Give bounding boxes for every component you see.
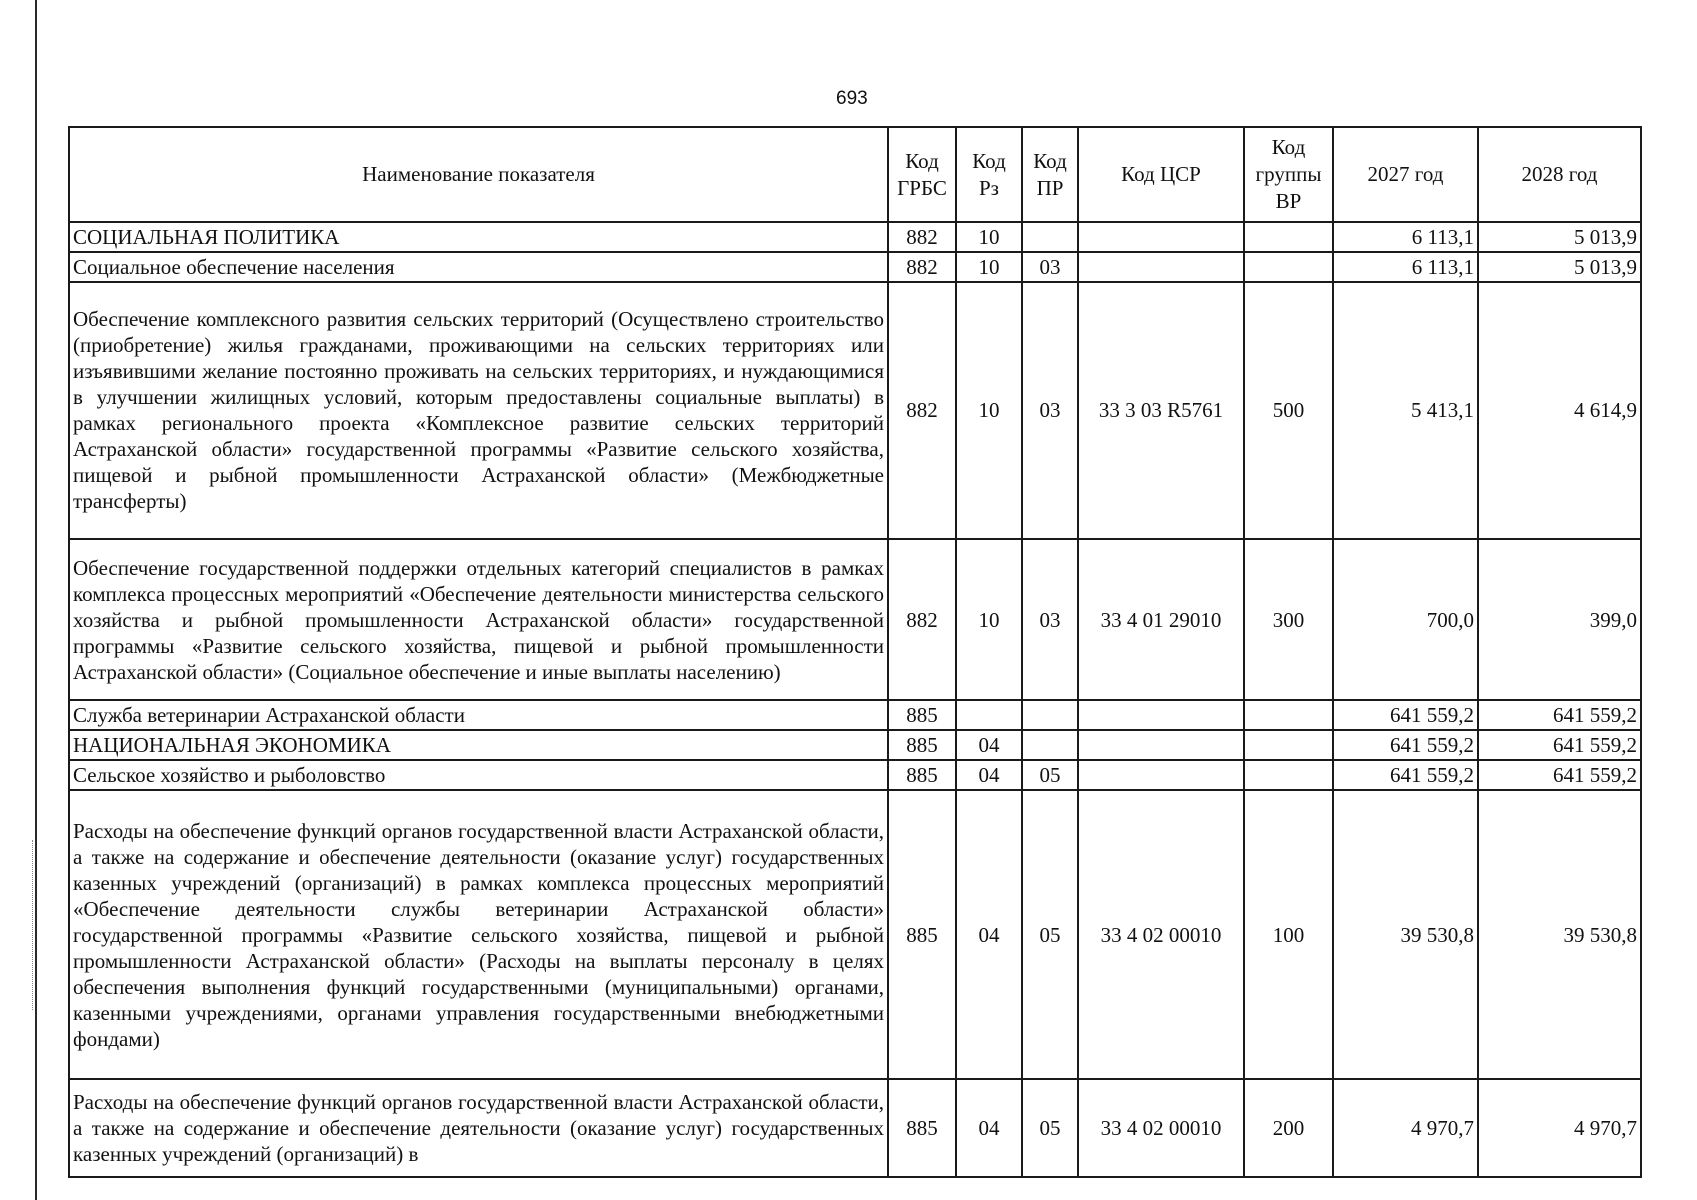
row-rz: 10 (956, 252, 1022, 282)
row-grbs: 882 (888, 539, 956, 700)
row-vr: 300 (1244, 539, 1333, 700)
row-name: Обеспечение комплексного развития сельских территорий (Осуществлено строительство (приобретение) жилья гражданами, проживающими на сельских территориях или изъявившими желание постоянно проживать на сельских территориях, и нуждающимися в улучшении жилищных условий, которым предоставлены социальные выплаты) в рамках регионального проекта «Комплексное развитие сельских территорий Астраханской области» государственной программы «Развитие сельского хозяйства, пищевой и рыбной промышленности Астраханской области» (Межбюджетные трансферты) (69, 282, 888, 539)
row-vr (1244, 222, 1333, 252)
header-name: Наименование показателя (69, 127, 888, 222)
row-name: НАЦИОНАЛЬНАЯ ЭКОНОМИКА (69, 730, 888, 760)
row-vr: 100 (1244, 790, 1333, 1079)
row-rz: 04 (956, 1079, 1022, 1177)
row-name: Обеспечение государственной поддержки отдельных категорий специалистов в рамках комплекса процессных мероприятий «Обеспечение деятельности министерства сельского хозяйства и рыбной промышленности Астраханской области» государственной программы «Развитие сельского хозяйства, пищевой и рыбной промышленности Астраханской области» (Социальное обеспечение и иные выплаты населению) (69, 539, 888, 700)
table-row (69, 760, 1641, 790)
row-vr (1244, 252, 1333, 282)
row-rz: 10 (956, 539, 1022, 700)
header-csr: Код ЦСР (1078, 127, 1244, 222)
row-csr: 33 4 01 29010 (1078, 539, 1244, 700)
row-rz: 04 (956, 730, 1022, 760)
header-pr: Код ПР (1022, 127, 1078, 222)
budget-table (68, 126, 1642, 1178)
row-grbs: 882 (888, 282, 956, 539)
row-name: Расходы на обеспечение функций органов государственной власти Астраханской области, а также на содержание и обеспечение деятельности (оказание услуг) государственных казенных учреждений (организаций) в (69, 1079, 888, 1177)
row-rz: 10 (956, 222, 1022, 252)
row-csr: 33 3 03 R5761 (1078, 282, 1244, 539)
row-csr: 33 4 02 00010 (1078, 790, 1244, 1079)
row-2027: 39 530,8 (1333, 790, 1478, 1079)
page-number: 693 (836, 88, 868, 109)
row-csr: 33 4 02 00010 (1078, 1079, 1244, 1177)
row-2027: 700,0 (1333, 539, 1478, 700)
table-row (69, 539, 1641, 700)
row-grbs: 885 (888, 790, 956, 1079)
row-rz (956, 700, 1022, 730)
row-rz: 04 (956, 790, 1022, 1079)
table-row (69, 222, 1641, 252)
row-grbs: 885 (888, 760, 956, 790)
row-vr: 200 (1244, 1079, 1333, 1177)
row-name: Служба ветеринарии Астраханской области (69, 700, 888, 730)
row-vr: 500 (1244, 282, 1333, 539)
row-2028: 4 614,9 (1478, 282, 1641, 539)
row-2028: 5 013,9 (1478, 222, 1641, 252)
row-2027: 6 113,1 (1333, 222, 1478, 252)
table-row (69, 282, 1641, 539)
row-pr: 05 (1022, 790, 1078, 1079)
row-pr: 05 (1022, 1079, 1078, 1177)
row-2028: 399,0 (1478, 539, 1641, 700)
row-2028: 641 559,2 (1478, 700, 1641, 730)
row-2027: 641 559,2 (1333, 700, 1478, 730)
row-2027: 5 413,1 (1333, 282, 1478, 539)
table-row (69, 700, 1641, 730)
row-2028: 641 559,2 (1478, 760, 1641, 790)
row-name: СОЦИАЛЬНАЯ ПОЛИТИКА (69, 222, 888, 252)
row-vr (1244, 730, 1333, 760)
row-grbs: 885 (888, 730, 956, 760)
row-2028: 39 530,8 (1478, 790, 1641, 1079)
row-name: Расходы на обеспечение функций органов государственной власти Астраханской области, а также на содержание и обеспечение деятельности (оказание услуг) государственных казенных учреждений (организаций) в рамках комплекса процессных мероприятий «Обеспечение деятельности службы ветеринарии Астраханской области» государственной программы «Развитие сельского хозяйства, пищевой и рыбной промышленности Астраханской области» (Расходы на выплаты персоналу в целях обеспечения выполнения функций государственными (муниципальными) органами, казенными учреждениями, органами управления государственными внебюджетными фондами) (69, 790, 888, 1079)
row-2027: 641 559,2 (1333, 760, 1478, 790)
header-rz: Код Рз (956, 127, 1022, 222)
table-header-row (69, 127, 1641, 222)
row-name: Сельское хозяйство и рыболовство (69, 760, 888, 790)
row-grbs: 882 (888, 252, 956, 282)
row-csr (1078, 730, 1244, 760)
row-csr (1078, 760, 1244, 790)
table-row (69, 730, 1641, 760)
table-row (69, 252, 1641, 282)
row-rz: 04 (956, 760, 1022, 790)
row-2028: 4 970,7 (1478, 1079, 1641, 1177)
header-grbs: Код ГРБС (888, 127, 956, 222)
row-2027: 641 559,2 (1333, 730, 1478, 760)
row-grbs: 882 (888, 222, 956, 252)
row-pr: 05 (1022, 760, 1078, 790)
row-grbs: 885 (888, 1079, 956, 1177)
header-vr: Код группы ВР (1244, 127, 1333, 222)
table-row (69, 1079, 1641, 1177)
row-2027: 4 970,7 (1333, 1079, 1478, 1177)
row-2027: 6 113,1 (1333, 252, 1478, 282)
page-edge-line (35, 0, 37, 1200)
page-edge-dots (32, 840, 34, 1010)
row-pr (1022, 222, 1078, 252)
row-grbs: 885 (888, 700, 956, 730)
row-csr (1078, 222, 1244, 252)
row-pr: 03 (1022, 252, 1078, 282)
row-pr: 03 (1022, 282, 1078, 539)
row-name: Социальное обеспечение населения (69, 252, 888, 282)
row-2028: 5 013,9 (1478, 252, 1641, 282)
header-2028: 2028 год (1478, 127, 1641, 222)
row-rz: 10 (956, 282, 1022, 539)
row-vr (1244, 700, 1333, 730)
row-vr (1244, 760, 1333, 790)
row-pr (1022, 700, 1078, 730)
row-2028: 641 559,2 (1478, 730, 1641, 760)
table-row (69, 790, 1641, 1079)
row-csr (1078, 252, 1244, 282)
header-2027: 2027 год (1333, 127, 1478, 222)
row-pr: 03 (1022, 539, 1078, 700)
row-csr (1078, 700, 1244, 730)
row-pr (1022, 730, 1078, 760)
